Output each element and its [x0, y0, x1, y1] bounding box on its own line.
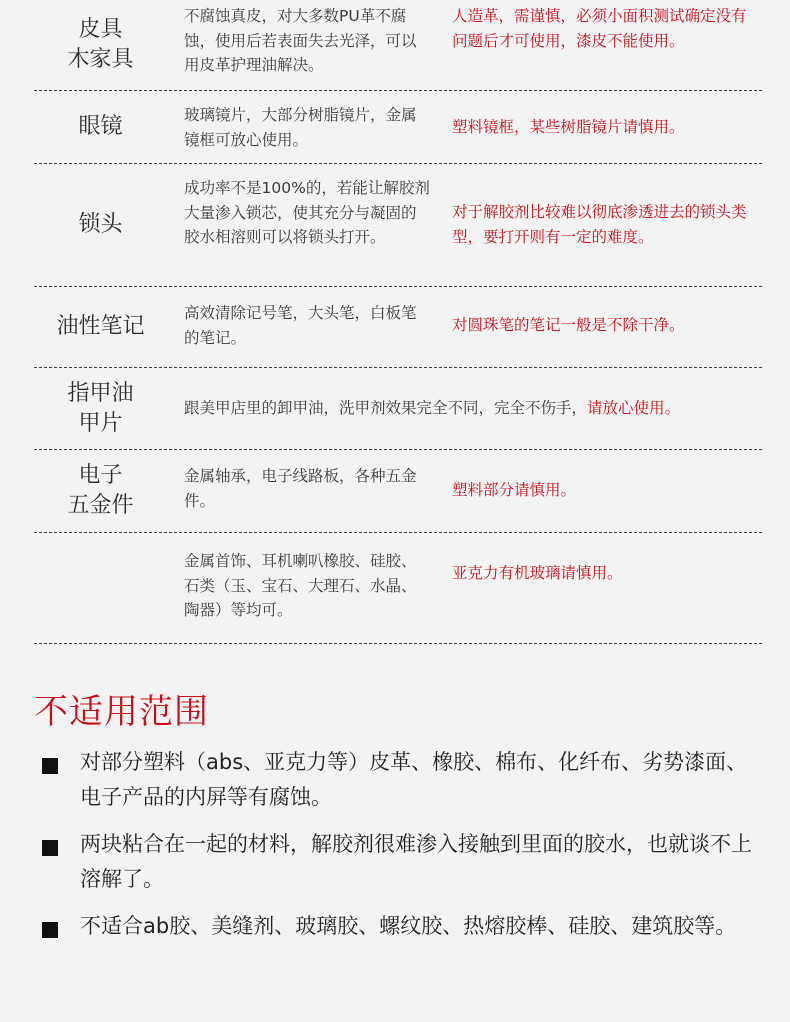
- row-description: 金属轴承，电子线路板，各种五金件。: [184, 467, 417, 510]
- row-category: [34, 91, 167, 163]
- category-line: 指甲油: [67, 380, 134, 406]
- square-bullet-icon: [42, 840, 58, 856]
- row-description: 成功率不是100%的，若能让解胶剂大量渗入锁芯，使其充分与凝固的胶水相溶则可以将锁头打开。: [184, 179, 430, 246]
- row-caution: 对圆珠笔的笔记一般是不除干净。: [452, 316, 685, 334]
- row-description: [184, 396, 759, 421]
- list-item-text: 两块粘合在一起的材料，解胶剂很难渗入接触到里面的胶水，也就谈不上溶解了。: [80, 832, 752, 891]
- list-item: [40, 745, 760, 815]
- row-category: [34, 450, 167, 532]
- row-description: 高效清除记号笔，大头笔，白板笔的笔记。: [184, 304, 417, 347]
- table-row: [34, 287, 762, 368]
- row-category: [34, 368, 167, 449]
- square-bullet-icon: [42, 758, 58, 774]
- table-row: [34, 450, 762, 533]
- row-caution: 塑料部分请慎用。: [452, 481, 577, 499]
- row-description: 不腐蚀真皮，对大多数PU革不腐蚀，使用后若表面失去光泽，可以用皮革护理油解决。: [184, 7, 417, 74]
- category-line: 五金件: [67, 493, 134, 518]
- category-line: 锁头: [78, 212, 123, 237]
- row-category: [34, 533, 167, 643]
- category-line: 木家具: [67, 47, 134, 72]
- section-title: 不适用范围: [34, 692, 209, 732]
- caution-inline: 请放心使用。: [587, 399, 681, 417]
- category-line: 甲片: [78, 410, 123, 436]
- row-caution: 亚克力有机玻璃请慎用。: [452, 564, 623, 582]
- square-bullet-icon: [42, 922, 58, 938]
- row-category: [34, 0, 167, 90]
- row-description: 金属首饰、耳机喇叭橡胶、硅胶、石类（玉、宝石、大理石、水晶、陶器）等均可。: [184, 552, 417, 619]
- list-item-text: 对部分塑料（abs、亚克力等）皮革、橡胶、棉布、化纤布、劣势漆面、电子产品的内屏等有腐蚀。: [80, 750, 748, 809]
- row-category: [34, 287, 167, 367]
- list-item: [40, 909, 760, 944]
- not-applicable-list: [40, 745, 760, 956]
- table-row: [34, 533, 762, 644]
- category-line: 油性笔记: [56, 314, 145, 339]
- row-category: [34, 164, 167, 286]
- table-row: [34, 0, 762, 91]
- category-line: 电子: [78, 463, 123, 488]
- category-line: 眼镜: [78, 114, 123, 139]
- row-caution: 人造革，需谨慎，必须小面积测试确定没有问题后才可使用，漆皮不能使用。: [452, 7, 747, 50]
- table-row: [34, 164, 762, 287]
- table-row: [34, 368, 762, 450]
- category-line: 皮具: [78, 17, 123, 42]
- table-row: [34, 91, 762, 164]
- description-text: 跟美甲店里的卸甲油，洗甲剂效果完全不同，完全不伤手，: [184, 399, 588, 417]
- list-item-text: 不适合ab胶、美缝剂、玻璃胶、螺纹胶、热熔胶棒、硅胶、建筑胶等。: [80, 914, 737, 938]
- row-description: 玻璃镜片，大部分树脂镜片，金属镜框可放心使用。: [184, 106, 417, 149]
- list-item: [40, 827, 760, 897]
- row-caution: 对于解胶剂比较难以彻底渗透进去的锁头类型，要打开则有一定的难度。: [452, 203, 747, 246]
- row-caution: 塑料镜框，某些树脂镜片请慎用。: [452, 118, 685, 136]
- compatibility-table: [34, 0, 762, 644]
